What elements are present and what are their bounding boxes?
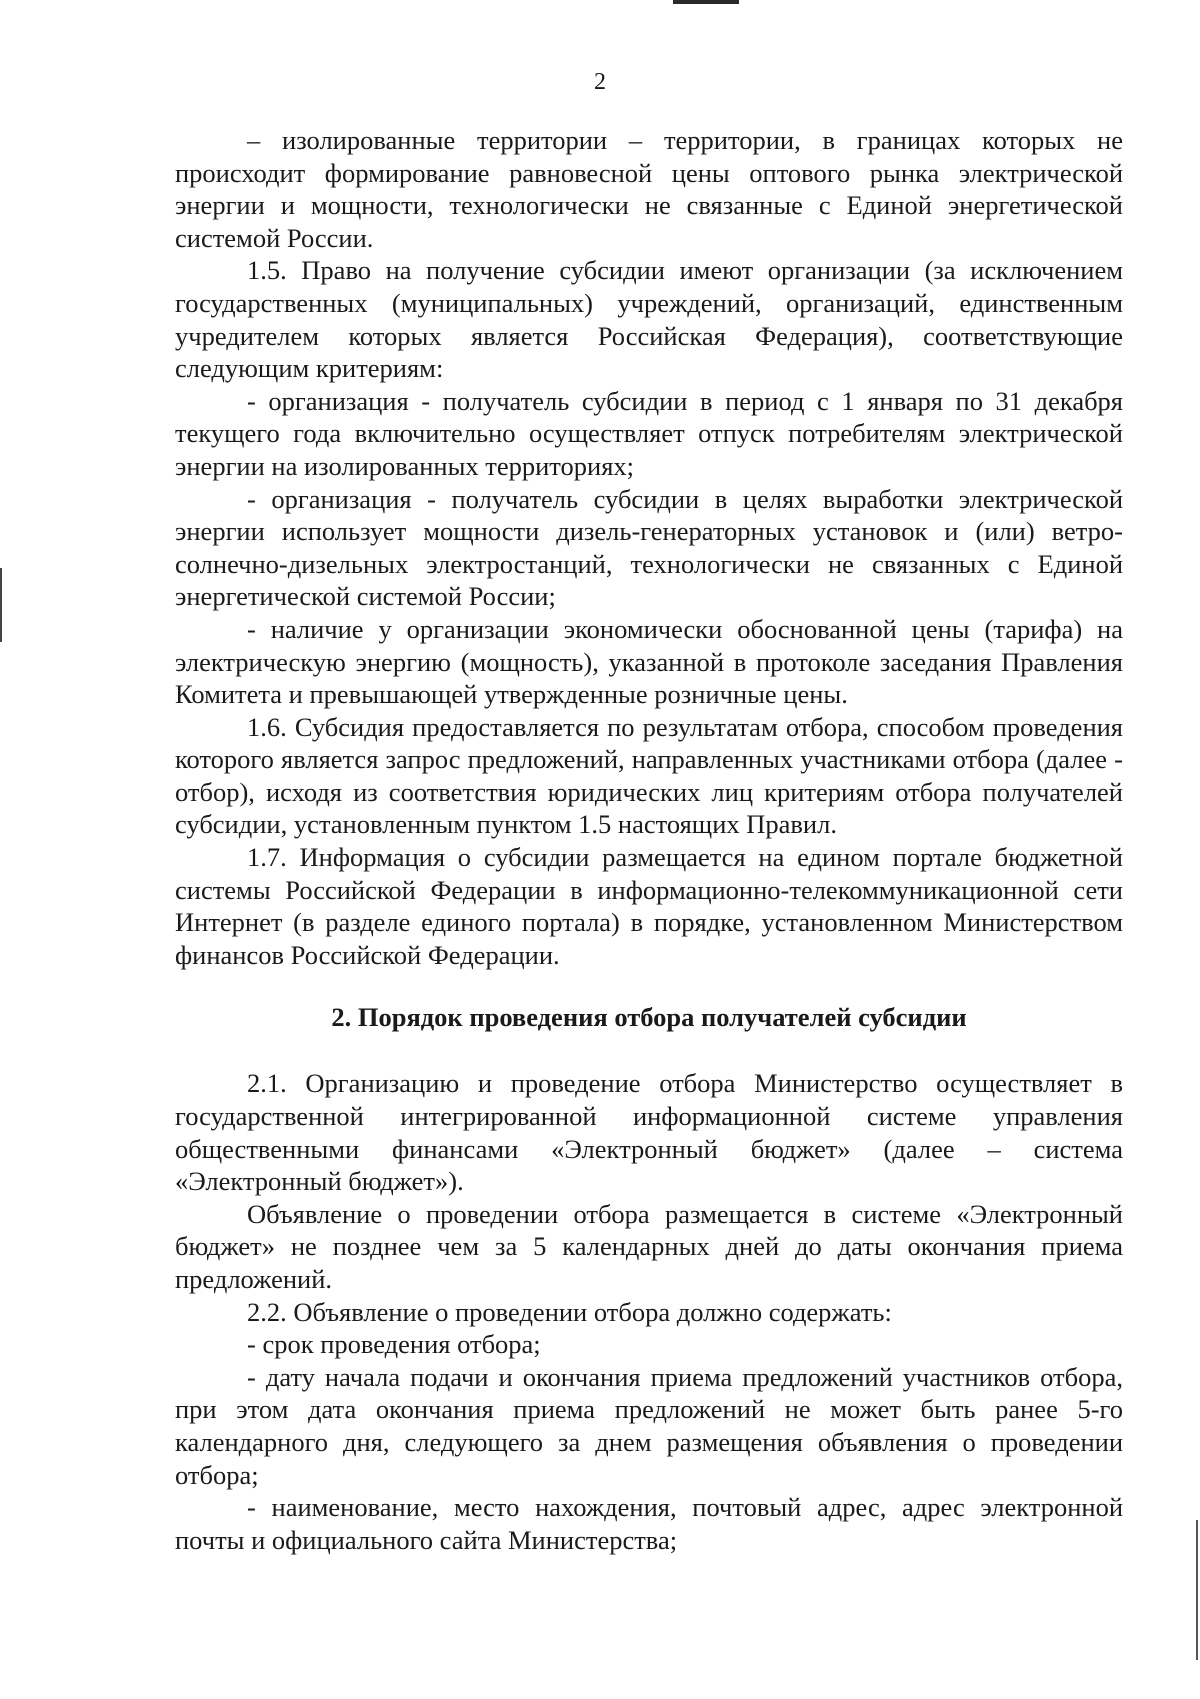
scan-artifact-right	[1196, 1520, 1198, 1660]
page-number: 2	[594, 69, 606, 95]
paragraph-1-5: 1.5. Право на получение субсидии имеют организации (за исключением государственных (муниципальных) учреждений, организаций, единственным учредителем которых является Российская Федерация), соответствующие следующим критериям:	[175, 255, 1123, 384]
paragraph-2-2: 2.2. Объявление о проведении отбора должно содержать:	[247, 1296, 892, 1327]
paragraph-1-7: 1.7. Информация о субсидии размещается на едином портале бюджетной системы Российской Федерации в информационно-телекоммуникационной сети Интернет (в разделе единого портала) в порядке, установленном Министерством финансов Российской Федерации.	[175, 842, 1123, 970]
criterion-1: - организация - получатель субсидии в период с 1 января по 31 декабря текущего года включительно осуществляет отпуск потребителям электрической энергии на изолированных территориях;	[175, 385, 1123, 481]
paragraph-announcement: Объявление о проведении отбора размещается в системе «Электронный бюджет» не позднее чем за 5 календарных дней до даты окончания приема предложений.	[175, 1198, 1123, 1294]
section-heading: 2. Порядок проведения отбора получателей субсидии	[331, 1002, 967, 1033]
criterion-2: - организация - получатель субсидии в целях выработки электрической энергии использует мощности дизель-генераторных установок и (или) ветро-солнечно-дизельных электростанций, технологически не связанных с Единой энергетической системой России;	[175, 483, 1123, 612]
paragraph-1-6: 1.6. Субсидия предоставляется по результатам отбора, способом проведения которого является запрос предложений, направленных участниками отбора (далее - отбор), исходя из соответствия юридических лиц критериям отбора получателей субсидии, установленным пунктом 1.5 настоящих Правил.	[175, 711, 1123, 840]
scan-artifact-left	[0, 568, 2, 642]
paragraph-2-1: 2.1. Организацию и проведение отбора Министерство осуществляет в государственной интегрированной информационной системе управления общественными финансами «Электронный бюджет» (далее – система «Электронный бюджет»).	[175, 1068, 1123, 1197]
paragraph-isolated-territories: – изолированные территории – территории, в границах которых не происходит формирование равновесной цены оптового рынка электрической энергии и мощности, технологически не связанные с Единой энергетической системой России.	[175, 125, 1123, 253]
criterion-3: - наличие у организации экономически обоснованной цены (тарифа) на электрическую энергию (мощность), указанной в протоколе заседания Правления Комитета и превышающей утвержденные розничные цены.	[175, 613, 1123, 710]
item-ministry-contacts: - наименование, место нахождения, почтовый адрес, адрес электронной почты и официального сайта Министерства;	[175, 1492, 1123, 1555]
scan-edge-mark	[673, 0, 739, 4]
item-selection-period: - срок проведения отбора;	[247, 1329, 541, 1360]
item-submission-dates: - дату начала подачи и окончания приема предложений участников отбора, при этом дата окончания приема предложений не может быть ранее 5-го календарного дня, следующего за днем размещения объявления о проведении отбора;	[175, 1361, 1123, 1490]
document-body	[175, 124, 1123, 1556]
